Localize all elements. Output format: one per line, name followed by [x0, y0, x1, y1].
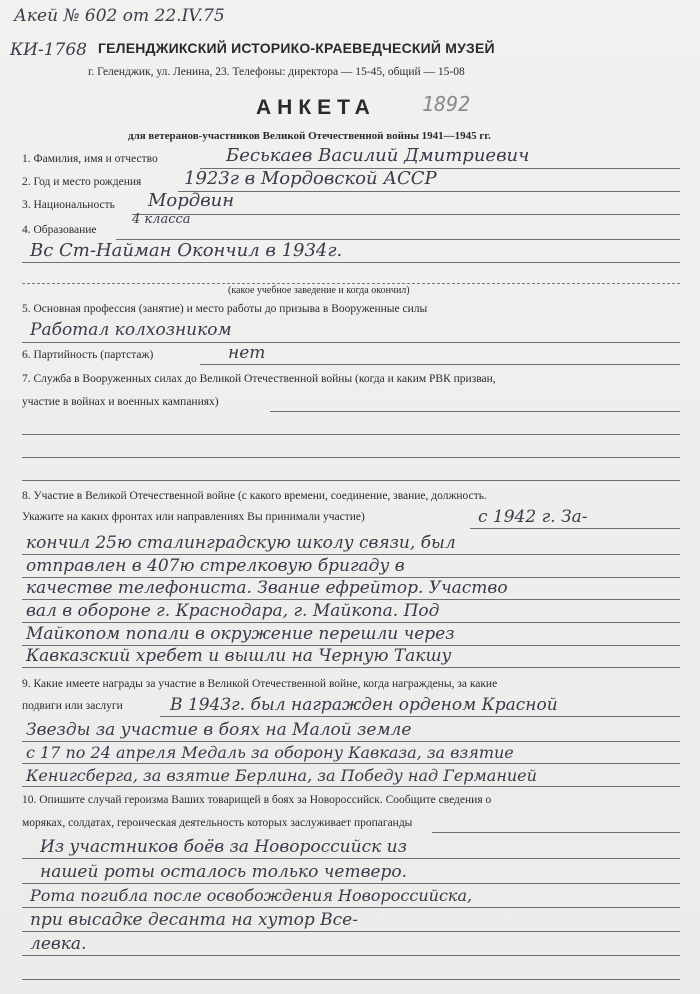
q8-line-1	[470, 528, 680, 529]
q4-label: 4. Образование	[22, 224, 97, 236]
q7-line-2	[22, 434, 680, 435]
q1-label: 1. Фамилия, имя и отчество	[22, 153, 158, 165]
q6-answer: нет	[228, 343, 266, 363]
q9-line-4	[22, 786, 680, 787]
museum-address: г. Геленджик, ул. Ленина, 23. Телефоны: директора — 15-45, общий — 15-08	[88, 66, 465, 78]
q8-answer-7: Кавказский хребет и вышли на Черную Такшу	[26, 646, 452, 666]
q8-answer-6: Майкопом попали в окружение перешли через	[26, 624, 455, 644]
q5-answer: Работал колхозником	[30, 320, 232, 340]
act-note: Акей № 602 от 22.IV.75	[14, 6, 225, 26]
q4-answer-top: 4 класса	[132, 212, 191, 227]
q2-line	[178, 191, 680, 192]
q1-answer: Беськаев Василий Дмитриевич	[226, 145, 530, 166]
q10-answer-4: при высадке десанта на хутор Все-	[30, 910, 358, 930]
q3-line	[132, 214, 680, 215]
q8-line-5	[22, 622, 680, 623]
q5-line	[22, 342, 680, 343]
q9-line-2	[22, 741, 680, 742]
q7-label-2: участие в войнах и военных кампаниях)	[22, 396, 219, 408]
q10-line-7	[22, 979, 680, 980]
q8-answer-4: качестве телефониста. Звание ефрейтор. Участво	[26, 578, 508, 598]
q9-answer-2: Звезды за участие в боях на Малой земле	[26, 720, 412, 740]
museum-name: ГЕЛЕНДЖИКСКИЙ ИСТОРИКО-КРАЕВЕДЧЕСКИЙ МУЗЕЙ	[98, 40, 495, 56]
form-title: АНКЕТА	[256, 96, 376, 119]
q9-line-3	[22, 763, 680, 764]
q2-answer: 1923г в Мордовской АССР	[184, 168, 437, 189]
q7-line-3	[22, 457, 680, 458]
form-stamp-number: 1892	[422, 92, 471, 116]
q4-answer: Вс Ст-Найман Окончил в 1934г.	[30, 240, 343, 261]
q10-label-1: 10. Опишите случай героизма Ваших товарищей в боях за Новороссийск. Сообщите сведения о	[22, 794, 492, 806]
q10-line-3	[22, 883, 680, 884]
q10-answer-2: нашей роты осталось только четверо.	[40, 862, 408, 882]
q7-line-4	[22, 480, 680, 481]
q8-answer-3: отправлен в 407ю стрелковую бригаду в	[26, 556, 405, 576]
q10-line-6	[22, 955, 680, 956]
q10-label-2: моряках, солдатах, героическая деятельность которых заслуживает пропаганды	[22, 817, 413, 829]
form-subtitle: для ветеранов-участников Великой Отечественной войны 1941—1945 гг.	[128, 130, 491, 142]
q6-line	[200, 364, 680, 365]
q10-line-5	[22, 931, 680, 932]
q7-label-1: 7. Служба в Вооруженных силах до Великой Отечественной войны (когда и каким РВК призван,	[22, 373, 496, 385]
q10-line-4	[22, 907, 680, 908]
q5-label: 5. Основная профессия (занятие) и место работы до призыва в Вооруженные силы	[22, 303, 428, 315]
q9-answer-4: Кенигсберга, за взятие Берлина, за Победу над Германией	[26, 766, 537, 785]
q10-line-1	[432, 832, 680, 833]
q8-line-2	[22, 554, 680, 555]
q9-line-1	[160, 716, 680, 717]
q9-label-2: подвиги или заслуги	[22, 700, 123, 712]
inventory-code: КИ-1768	[10, 40, 87, 60]
q10-answer-1: Из участников боёв за Новороссийск из	[40, 837, 407, 857]
q8-answer-2: кончил 25ю сталинградскую школу связи, был	[26, 533, 456, 553]
q8-answer-1: с 1942 г. За-	[478, 507, 588, 527]
q10-answer-5: левка.	[30, 934, 87, 954]
q8-answer-5: вал в обороне г. Краснодара, г. Майкопа. Под	[26, 601, 440, 621]
q4-line-3	[22, 283, 680, 284]
q4-hint: (какое учебное заведение и когда окончил)	[228, 285, 410, 296]
q6-label: 6. Партийность (партстаж)	[22, 349, 154, 361]
q3-answer: Мордвин	[148, 190, 235, 211]
q9-answer-1: В 1943г. был награжден орденом Красной	[170, 695, 558, 715]
q9-label-1: 9. Какие имеете награды за участие в Великой Отечественной войне, когда награждены, за какие	[22, 678, 498, 690]
q3-label: 3. Национальность	[22, 199, 115, 211]
q4-line-2	[22, 262, 680, 263]
q8-line-7	[22, 667, 680, 668]
q9-answer-3: с 17 по 24 апреля Медаль за оборону Кавказа, за взятие	[26, 743, 514, 762]
q8-line-4	[22, 599, 680, 600]
q8-label-1: 8. Участие в Великой Отечественной войне (с какого времени, соединение, звание, должность.	[22, 490, 487, 502]
q10-line-2	[22, 858, 680, 859]
q7-line-1	[270, 411, 680, 412]
q10-answer-3: Рота погибла после освобождения Новороссийска,	[30, 886, 473, 905]
q8-label-2: Укажите на каких фронтах или направлениях Вы принимали участие)	[22, 511, 365, 523]
q2-label: 2. Год и место рождения	[22, 176, 142, 188]
